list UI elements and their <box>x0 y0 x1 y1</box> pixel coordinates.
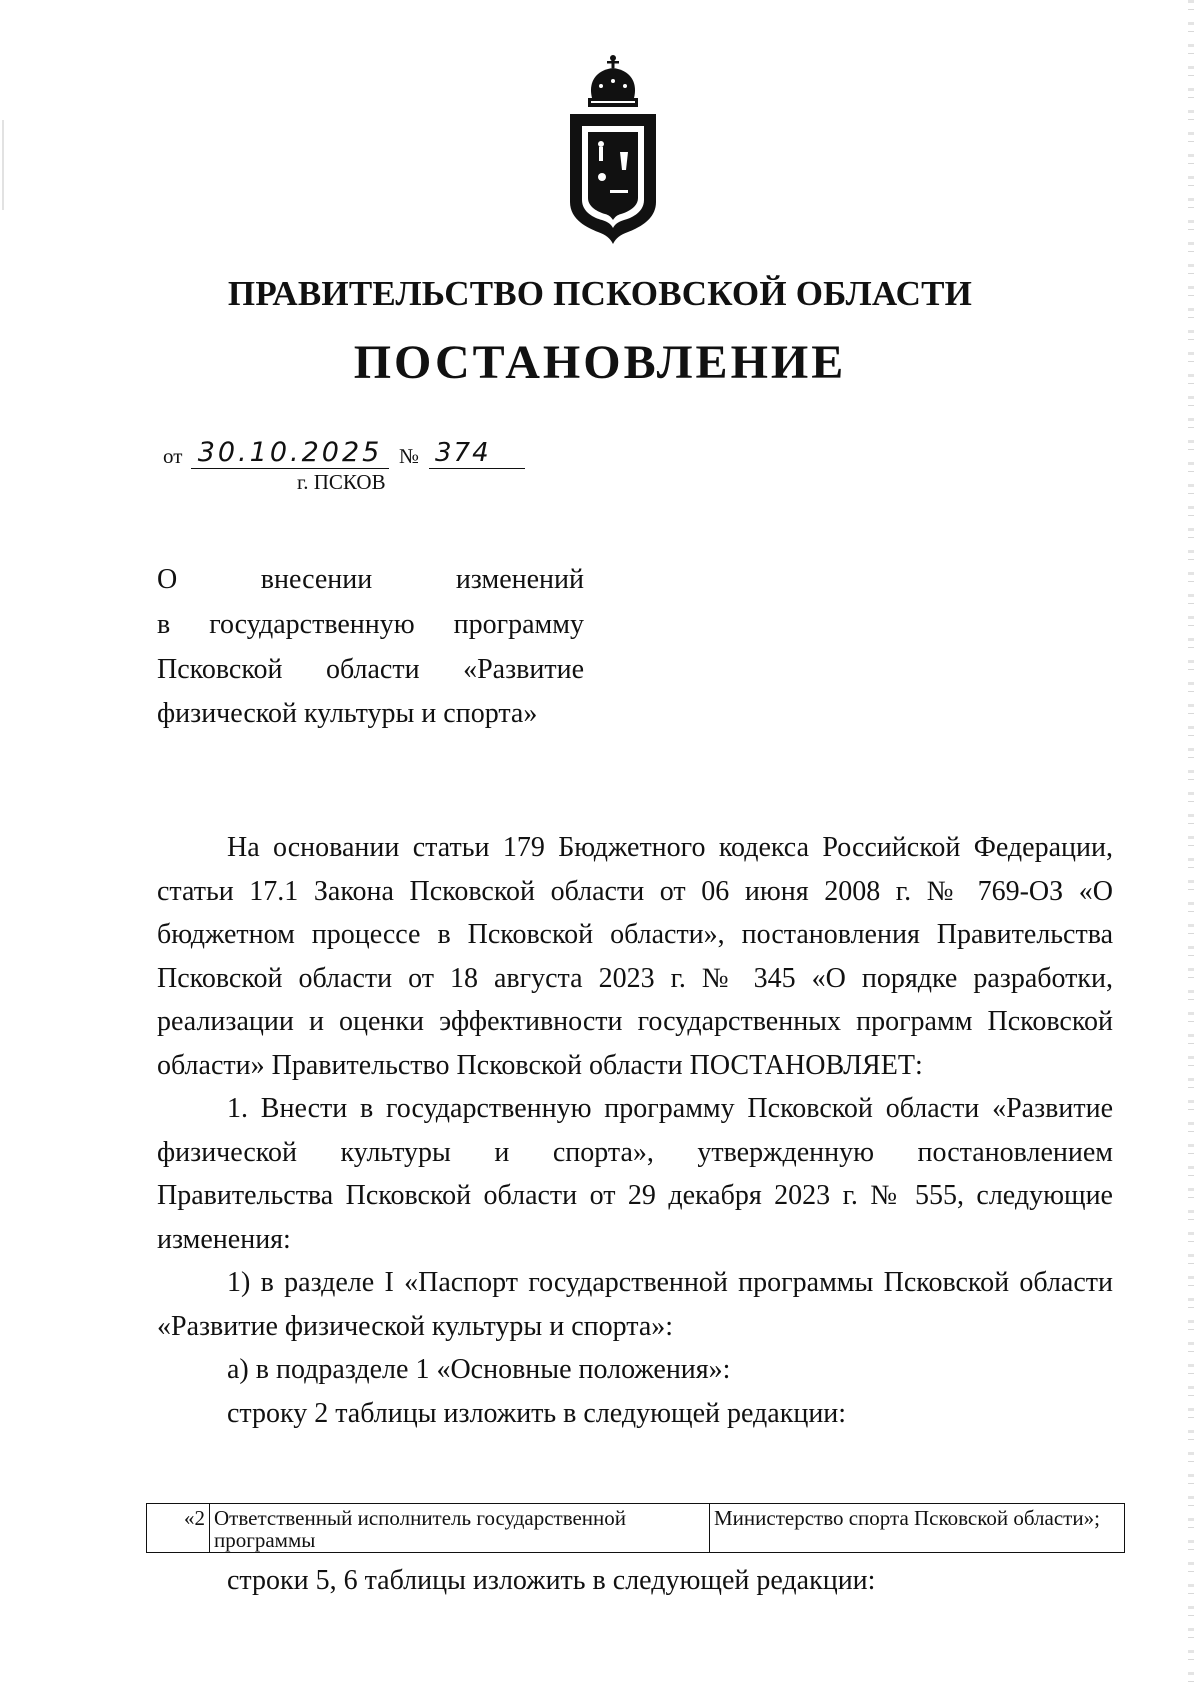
document-number: 374 <box>429 438 525 469</box>
date-from-label: от <box>163 444 183 468</box>
document-type: ПОСТАНОВЛЕНИЕ <box>353 336 847 389</box>
document-body <box>157 826 1113 1435</box>
scan-edge-artifact <box>1188 0 1194 1686</box>
subject-line: в государственную программу <box>157 608 584 640</box>
table-row <box>147 1504 1125 1553</box>
body-paragraph: На основании статьи 179 Бюджетного кодекса Российской Федерации, статьи 17.1 Закона Псковской области от 06 июня 2008 г. № 769-ОЗ «О бюджетном процессе в Псковской области», постановления Правительства Псковской области от 18 августа 2023 г. № 345 «О порядке разработки, реализации и оценки эффективности государственных программ Псковской области» Правительство Псковской области ПОСТАНОВЛЯЕТ: <box>157 832 1113 1081</box>
body-paragraph: строки 5, 6 таблицы изложить в следующей редакции: <box>227 1565 876 1596</box>
passport-table <box>146 1503 1125 1553</box>
document-details <box>163 435 563 475</box>
city: г. ПСКОВ <box>297 470 386 494</box>
subject-line: О внесении изменений <box>157 564 584 595</box>
table-cell-value: Министерство спорта Псковской области»; <box>710 1504 1125 1553</box>
subject-line: Псковской области «Развитие <box>157 653 584 685</box>
document-date: 30.10.2025 <box>191 438 389 469</box>
coat-of-arms-icon <box>558 52 668 247</box>
table-cell-label: Ответственный исполнитель государственной программы <box>210 1504 710 1553</box>
body-paragraph: 1. Внести в государственную программу Псковской области «Развитие физической культуры и спорта», утвержденную постановлением Правительства Псковской области от 29 декабря 2023 г. № 555, следующие изменения: <box>157 1093 1113 1255</box>
body-paragraph: строку 2 таблицы изложить в следующей редакции: <box>227 1397 847 1429</box>
scan-edge-artifact-left <box>2 120 4 210</box>
body-paragraph: 1) в разделе I «Паспорт государственной программы Псковской области «Развитие физической культуры и спорта»: <box>157 1267 1113 1342</box>
table-cell-number: «2 <box>147 1504 210 1553</box>
subject-line: физической культуры и спорта» <box>157 698 538 730</box>
government-name: ПРАВИТЕЛЬСТВО ПСКОВСКОЙ ОБЛАСТИ <box>227 274 973 313</box>
document-subject <box>157 558 584 737</box>
body-paragraph: а) в подразделе 1 «Основные положения»: <box>227 1354 731 1385</box>
number-label: № <box>399 444 420 468</box>
